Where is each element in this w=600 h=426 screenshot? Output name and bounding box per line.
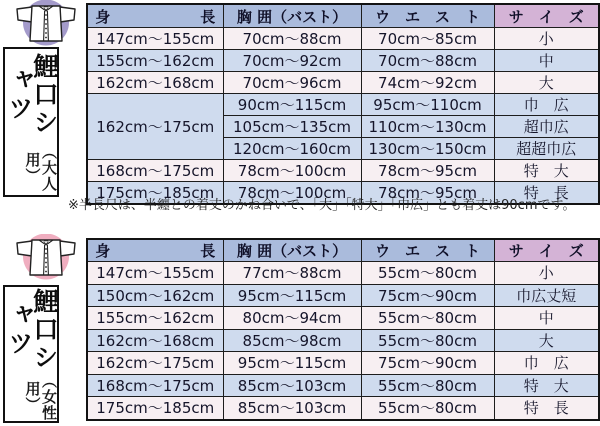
table-cell: 162cm～168cm xyxy=(87,72,223,94)
table-cell: 150cm～162cm xyxy=(87,284,223,307)
koikuchi-shirt-adult-icon xyxy=(12,0,80,47)
table-cell: 70cm～92cm xyxy=(223,50,361,72)
section-label-women-sub: （女性用） xyxy=(23,372,58,421)
table-row xyxy=(87,307,599,330)
table-cell: 特 長 xyxy=(494,397,599,420)
table-cell: 小 xyxy=(494,28,599,50)
header-row xyxy=(87,239,599,262)
table-cell: 巾 広 xyxy=(494,94,599,116)
table-cell: 105cm～135cm xyxy=(223,116,361,138)
table-cell: 85cm～103cm xyxy=(223,397,361,420)
table-cell: 130cm～150cm xyxy=(361,138,494,160)
table-cell: 85cm～103cm xyxy=(223,374,361,397)
table-cell: 162cm～168cm xyxy=(87,329,223,352)
table-row xyxy=(87,397,599,420)
table-cell: 55cm～80cm xyxy=(361,374,494,397)
table-cell: 55cm～80cm xyxy=(361,307,494,330)
table-cell: 70cm～96cm xyxy=(223,72,361,94)
table-cell: 162cm～175cm xyxy=(87,94,223,160)
table-cell: 78cm～95cm xyxy=(361,182,494,205)
table-cell: 70cm～88cm xyxy=(223,28,361,50)
column-header: サ イ ズ xyxy=(494,4,599,28)
table-cell: 155cm～162cm xyxy=(87,50,223,72)
table-cell: 70cm～88cm xyxy=(361,50,494,72)
section-label-women-main: 鯉口シャツ xyxy=(5,287,59,372)
table-cell: 55cm～80cm xyxy=(361,262,494,285)
column-header: サ イ ズ xyxy=(494,239,599,262)
table-cell: 75cm～90cm xyxy=(361,352,494,375)
koikuchi-shirt-women-icon xyxy=(12,234,80,281)
column-header: 胸 囲（バスト） xyxy=(223,4,361,28)
table-row xyxy=(87,284,599,307)
column-header: ウ エ ス ト xyxy=(361,239,494,262)
table-cell: 95cm～115cm xyxy=(223,284,361,307)
table-cell: 超巾広 xyxy=(494,116,599,138)
table-cell: 147cm～155cm xyxy=(87,28,223,50)
size-note: ※半長尺は、半纏との着丈のかね合いで、「大」「特大」「巾広」とも着丈は90cmです。 xyxy=(68,198,576,213)
table-cell: 95cm～110cm xyxy=(361,94,494,116)
section-label-adult-sub: （大人用） xyxy=(23,144,58,193)
table-row xyxy=(87,94,599,116)
column-header: ウ エ ス ト xyxy=(361,4,494,28)
table-row xyxy=(87,50,599,72)
table-cell: 155cm～162cm xyxy=(87,307,223,330)
table-cell: 巾 広 xyxy=(494,352,599,375)
section-label-adult-main: 鯉口シャツ xyxy=(5,53,59,138)
table-cell: 超超巾広 xyxy=(494,138,599,160)
table-cell: 168cm～175cm xyxy=(87,160,223,182)
table-cell: 中 xyxy=(494,307,599,330)
women-size-table xyxy=(86,238,600,421)
section-label-women xyxy=(3,285,59,423)
table-cell: 85cm～98cm xyxy=(223,329,361,352)
table-cell: 77cm～88cm xyxy=(223,262,361,285)
table-row xyxy=(87,160,599,182)
table-row xyxy=(87,374,599,397)
table-cell: 80cm～94cm xyxy=(223,307,361,330)
table-cell: 小 xyxy=(494,262,599,285)
table-cell: 78cm～95cm xyxy=(361,160,494,182)
column-header: 身 長 xyxy=(87,239,223,262)
table-row xyxy=(87,352,599,375)
table-cell: 70cm～85cm xyxy=(361,28,494,50)
table-cell: 中 xyxy=(494,50,599,72)
table-row xyxy=(87,28,599,50)
table-cell: 特 長 xyxy=(494,182,599,205)
column-header: 身 長 xyxy=(87,4,223,28)
table-cell: 162cm～175cm xyxy=(87,352,223,375)
table-cell: 78cm～100cm xyxy=(223,160,361,182)
table-cell: 巾広丈短 xyxy=(494,284,599,307)
table-cell: 75cm～90cm xyxy=(361,284,494,307)
table-cell: 大 xyxy=(494,329,599,352)
table-cell: 147cm～155cm xyxy=(87,262,223,285)
header-row xyxy=(87,4,599,28)
table-cell: 78cm～100cm xyxy=(223,182,361,205)
table-cell: 特 大 xyxy=(494,160,599,182)
table-row xyxy=(87,262,599,285)
table-cell: 120cm～160cm xyxy=(223,138,361,160)
table-row xyxy=(87,329,599,352)
table-cell: 175cm～185cm xyxy=(87,397,223,420)
table-cell: 55cm～80cm xyxy=(361,329,494,352)
table-cell: 95cm～115cm xyxy=(223,352,361,375)
table-cell: 55cm～80cm xyxy=(361,397,494,420)
table-cell: 大 xyxy=(494,72,599,94)
table-cell: 175cm～185cm xyxy=(87,182,223,205)
table-cell: 168cm～175cm xyxy=(87,374,223,397)
table-row xyxy=(87,72,599,94)
table-cell: 特 大 xyxy=(494,374,599,397)
table-cell: 74cm～92cm xyxy=(361,72,494,94)
adult-size-table xyxy=(86,3,600,205)
section-label-adult xyxy=(3,47,59,197)
table-cell: 110cm～130cm xyxy=(361,116,494,138)
table-cell: 90cm～115cm xyxy=(223,94,361,116)
column-header: 胸 囲（バスト） xyxy=(223,239,361,262)
